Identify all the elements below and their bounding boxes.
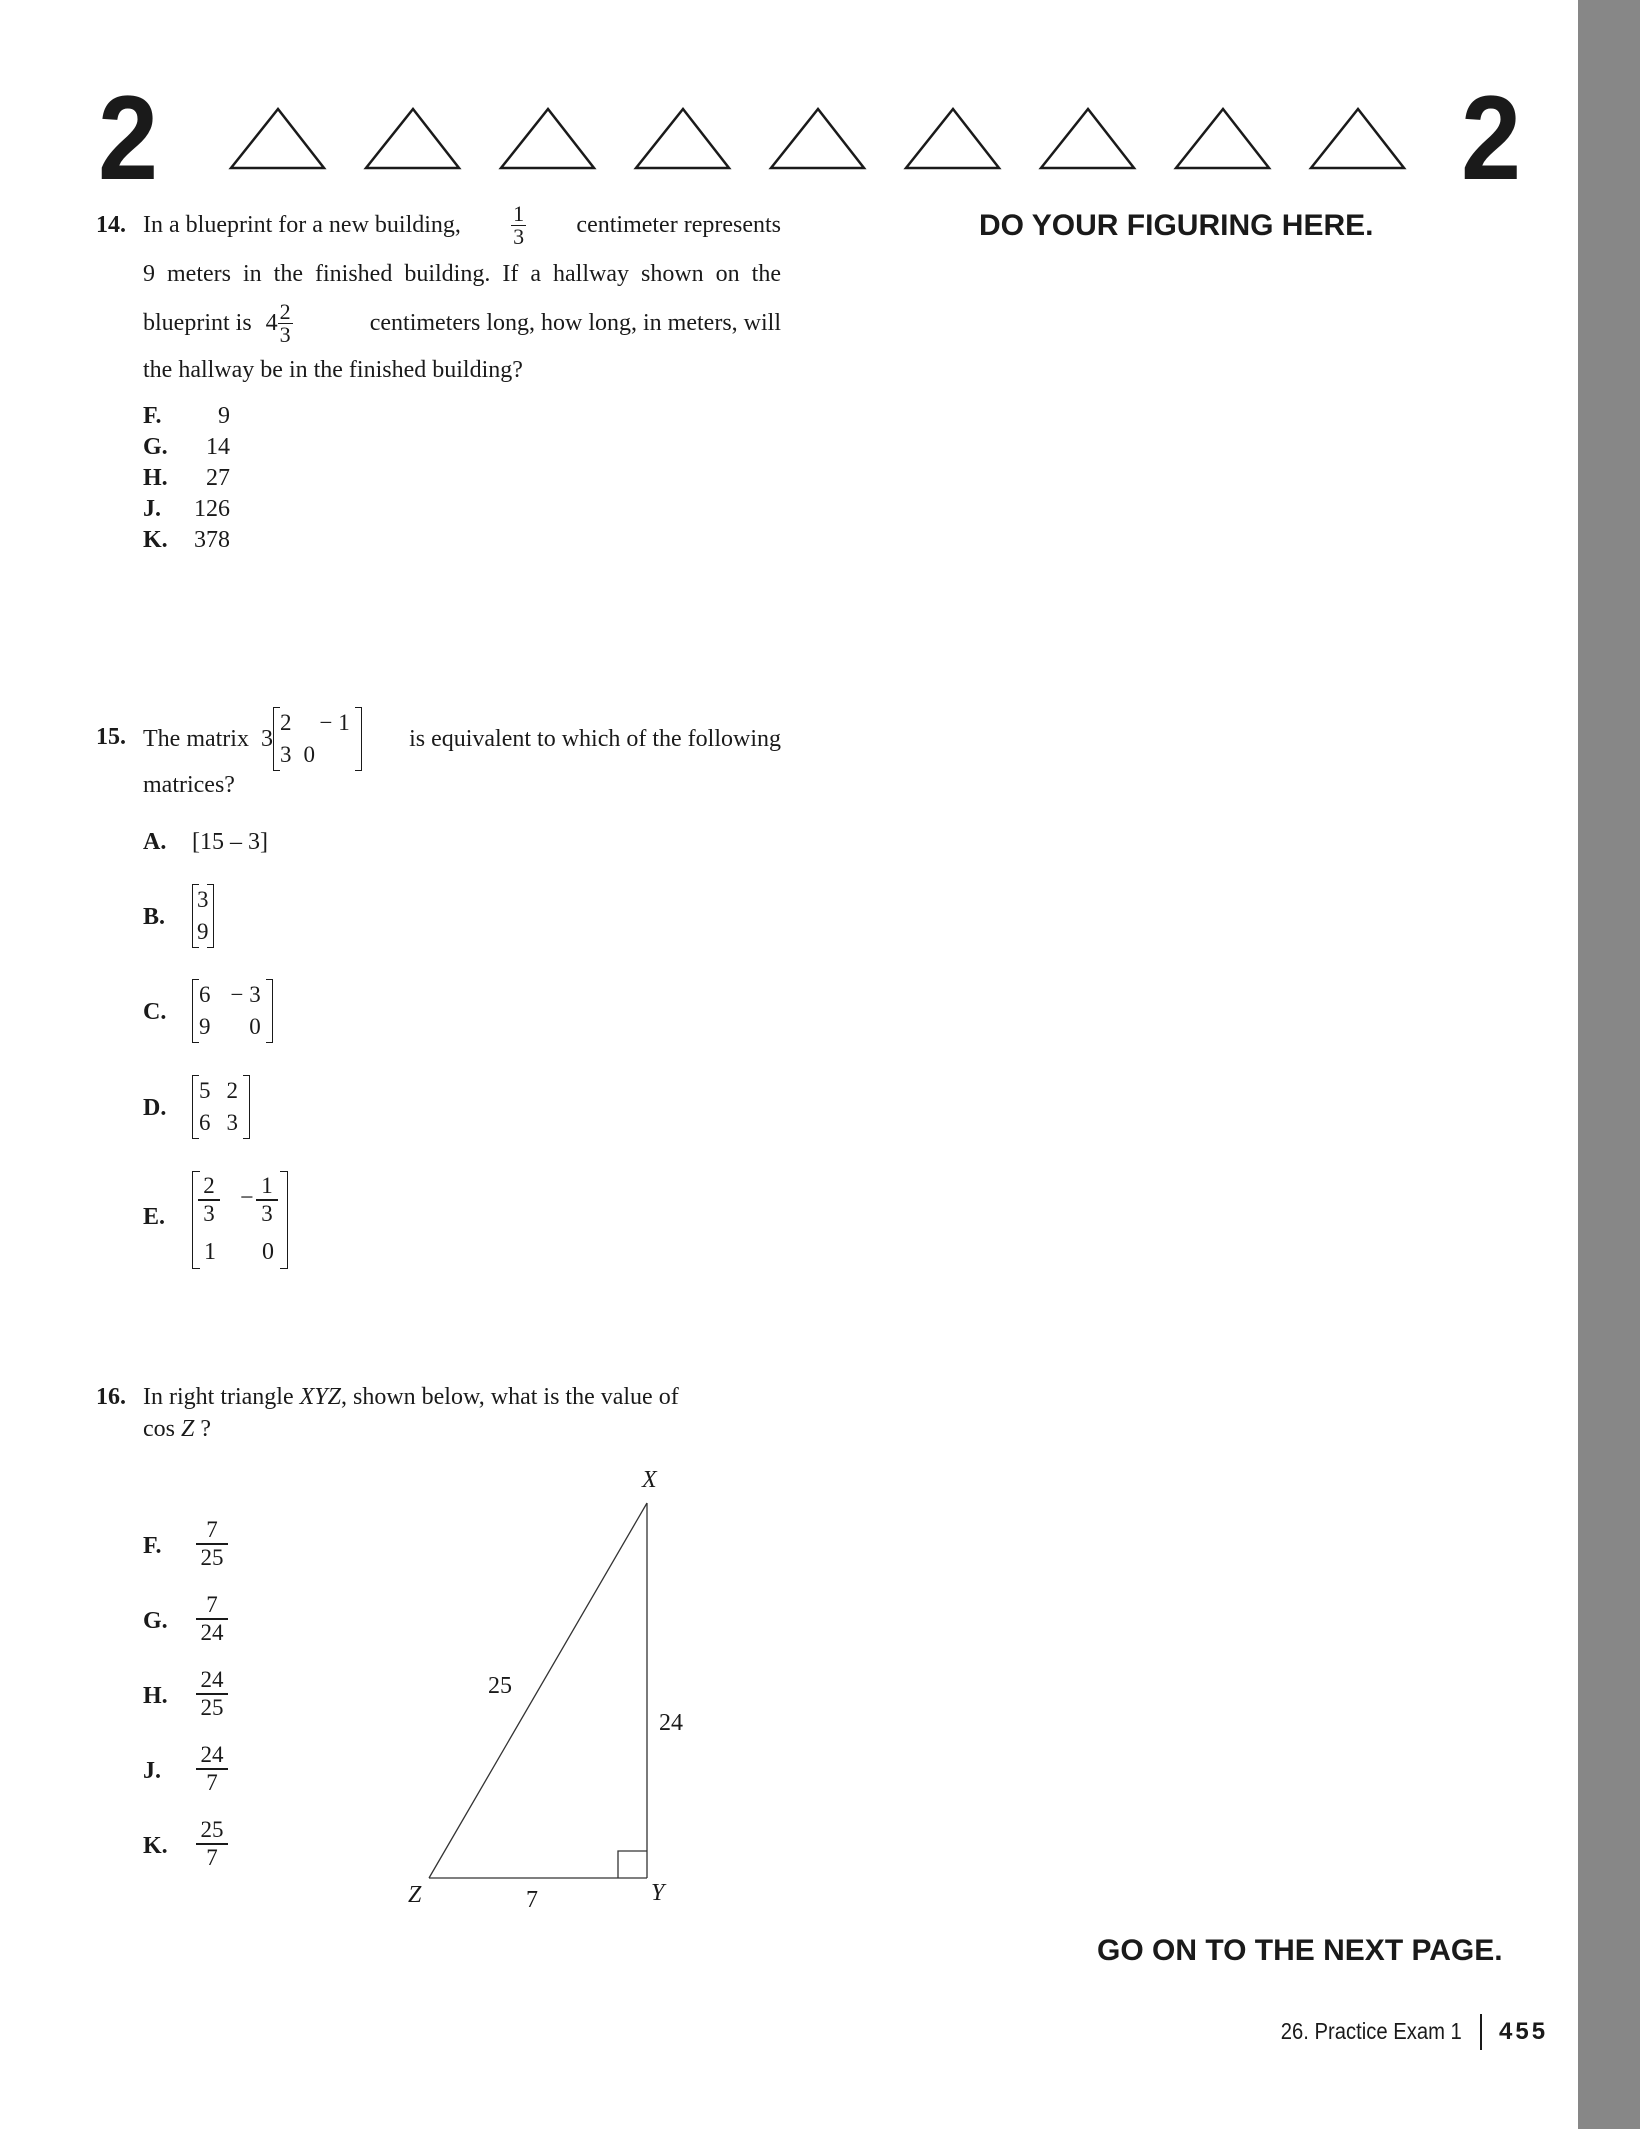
go-on-instruction: GO ON TO THE NEXT PAGE. [1097,1934,1503,1967]
fraction-denominator: 25 [196,1693,228,1721]
choice-value: 126 [194,496,230,522]
chapter-label: 26. Practice Exam 1 [1280,2018,1462,2044]
matrix-scalar: 3 [260,725,273,752]
choice-value: 378 [194,527,230,553]
question-text-line: matrices? [143,772,235,798]
triangle-name: XYZ [299,1384,341,1410]
fraction-numerator: 24 [200,1742,224,1767]
matrix-cell: 9 [197,919,209,944]
choice-letter[interactable]: K. [143,527,168,553]
choice-value: 9 [218,403,230,429]
question-text-line: 9 meters in the finished building. If a hallway shown on the [143,261,781,287]
fraction-denominator: 3 [513,223,525,249]
choice-letter[interactable]: H. [143,1683,168,1709]
fraction-denominator: 25 [196,1543,228,1571]
fraction-denominator: 24 [196,1618,228,1646]
side-label-zy: 7 [526,1887,538,1913]
text-segment: blueprint is [143,309,252,336]
choice-letter[interactable]: E. [143,1204,166,1230]
text-segment: , shown below, what is the value of [340,1384,679,1410]
choice-letter[interactable]: B. [143,904,166,930]
choice-letter[interactable]: C. [143,999,167,1025]
fraction-numerator: 1 [261,1173,273,1198]
fraction-numerator: 1 [513,200,525,226]
fraction-denominator: 3 [198,1199,220,1227]
vertex-label-z: Z [408,1882,422,1908]
vertex-label-y: Y [651,1880,665,1906]
choice-letter[interactable]: F. [143,1533,162,1559]
page-number: 455 [1499,2018,1549,2045]
fraction-denominator: 3 [279,321,291,347]
fraction-numerator: 7 [206,1592,218,1617]
matrix-cell: − 1 [319,710,350,735]
matrix-cell: 5 [199,1078,211,1103]
text-segment: is equivalent to which of the following [409,725,781,752]
choice-letter[interactable]: A. [143,829,167,855]
fraction-numerator: 7 [206,1517,218,1542]
matrix-cell: 6 [199,982,211,1007]
text-segment: The matrix [143,725,249,752]
fraction-numerator: 24 [200,1667,224,1692]
text-segment: centimeter represents [576,211,781,238]
fraction-numerator: 2 [203,1173,215,1198]
choice-letter[interactable]: G. [143,434,168,460]
choice-letter[interactable]: J. [143,496,161,522]
fraction-numerator: 25 [200,1817,224,1842]
matrix-cell: 6 [199,1110,211,1135]
section-number-left: 2 [98,71,157,205]
question-number: 15. [96,724,126,750]
choice-letter[interactable]: D. [143,1095,167,1121]
side-label-hypotenuse: 25 [488,1673,512,1699]
choice-letter[interactable]: J. [143,1758,161,1784]
right-angle-marker [618,1851,647,1878]
fraction-denominator: 3 [256,1199,278,1227]
choice-value: 27 [206,465,230,491]
question-number: 16. [96,1384,126,1410]
choice-letter[interactable]: H. [143,465,168,491]
matrix-cell: 2 [226,1078,238,1103]
side-label-xy: 24 [659,1710,683,1736]
matrix-cell: 0 [249,1014,261,1039]
matrix-cell: 0 [303,742,315,767]
matrix-cell: 3 [279,742,292,767]
matrix-cell: − 3 [230,982,261,1007]
section-number-right: 2 [1461,71,1520,205]
fraction-numerator: 2 [279,298,291,324]
matrix-cell: 3 [226,1110,238,1135]
mixed-number-whole: 4 [265,309,278,336]
vertex-label-x: X [642,1467,657,1493]
text-segment: In a blueprint for a new building, [143,211,461,238]
choice-letter[interactable]: G. [143,1608,168,1634]
footer-divider [1480,2014,1482,2050]
matrix-cell: 9 [199,1014,211,1039]
matrix-cell: 0 [262,1239,274,1265]
matrix-cell: 2 [279,710,292,735]
minus-sign: − [240,1185,254,1211]
choice-value: 14 [206,434,230,460]
fraction-denominator: 7 [196,1843,228,1871]
text-segment: cos [143,1416,175,1442]
matrix-cell: 3 [197,887,209,912]
matrix-cell: 1 [204,1239,216,1265]
choice-value: [15 – 3] [192,829,268,855]
fraction-denominator: 7 [196,1768,228,1796]
variable: Z [181,1416,195,1442]
choice-letter[interactable]: F. [143,403,162,429]
choice-letter[interactable]: K. [143,1833,168,1859]
text-segment: In right triangle [143,1384,294,1410]
figuring-area-label: DO YOUR FIGURING HERE. [979,209,1374,242]
text-segment: ? [194,1416,212,1442]
text-segment: centimeters long, how long, in meters, will [369,309,781,336]
question-number: 14. [96,212,126,238]
hypotenuse-zx [429,1503,647,1878]
question-text-line: the hallway be in the finished building? [143,357,523,383]
